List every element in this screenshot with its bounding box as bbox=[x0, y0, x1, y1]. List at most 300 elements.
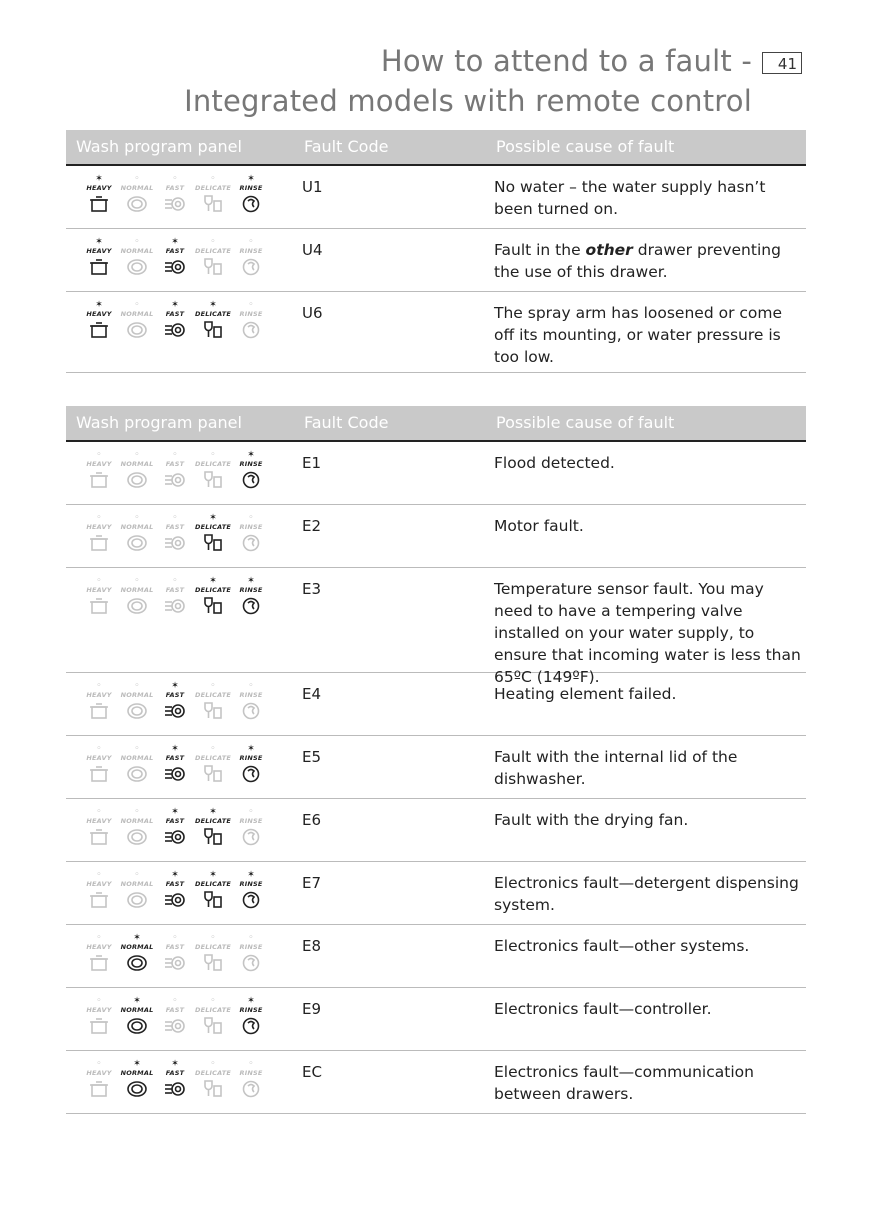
fault-cause bbox=[494, 578, 804, 688]
led-off-icon: ◦ bbox=[96, 933, 102, 943]
fault-cause-emphasis: other bbox=[585, 241, 633, 259]
led-off-icon: ◦ bbox=[248, 681, 254, 691]
program-indicator bbox=[80, 933, 118, 973]
fault-cause-text-end: drawer preventing the use of this drawer. bbox=[494, 241, 781, 281]
led-off-icon: ◦ bbox=[210, 237, 216, 247]
rinse-icon bbox=[240, 701, 262, 721]
led-off-icon: ◦ bbox=[96, 1059, 102, 1069]
table-row bbox=[66, 988, 806, 1051]
program-label: HEAVY bbox=[86, 586, 112, 594]
fault-code: U1 bbox=[302, 178, 323, 196]
program-indicator bbox=[232, 996, 270, 1036]
led-lit-icon: ✶ bbox=[133, 933, 141, 943]
program-indicator bbox=[194, 870, 232, 910]
pot-icon bbox=[88, 257, 110, 277]
program-label: FAST bbox=[165, 1069, 185, 1077]
rinse-icon bbox=[240, 1079, 262, 1099]
col-header-code: Fault Code bbox=[304, 413, 389, 432]
table-row bbox=[66, 568, 806, 686]
led-off-icon: ◦ bbox=[172, 450, 178, 460]
led-off-icon: ◦ bbox=[248, 237, 254, 247]
led-lit-icon: ✶ bbox=[133, 996, 141, 1006]
program-label: NORMAL bbox=[120, 1006, 154, 1014]
led-off-icon: ◦ bbox=[134, 807, 140, 817]
rinse-icon bbox=[240, 890, 262, 910]
rinse-icon bbox=[240, 953, 262, 973]
plates-icon bbox=[126, 701, 148, 721]
program-indicator bbox=[232, 300, 270, 340]
led-off-icon: ◦ bbox=[248, 513, 254, 523]
led-off-icon: ◦ bbox=[134, 300, 140, 310]
led-off-icon: ◦ bbox=[96, 681, 102, 691]
page-title-line1: How to attend to a fault - bbox=[380, 44, 752, 78]
led-off-icon: ◦ bbox=[134, 744, 140, 754]
program-indicator bbox=[156, 933, 194, 973]
program-indicator bbox=[232, 870, 270, 910]
program-label: RINSE bbox=[239, 1006, 263, 1014]
led-off-icon: ◦ bbox=[172, 933, 178, 943]
plates-icon bbox=[126, 890, 148, 910]
glass-icon bbox=[202, 1079, 224, 1099]
program-label: HEAVY bbox=[86, 880, 112, 888]
program-label: NORMAL bbox=[120, 754, 154, 762]
program-label: HEAVY bbox=[86, 817, 112, 825]
program-label: RINSE bbox=[239, 586, 263, 594]
rinse-icon bbox=[240, 1016, 262, 1036]
fault-cause bbox=[494, 302, 804, 368]
col-header-code: Fault Code bbox=[304, 137, 389, 156]
plates-icon bbox=[126, 1079, 148, 1099]
glass-icon bbox=[202, 320, 224, 340]
program-label: DELICATE bbox=[194, 184, 232, 192]
program-label: FAST bbox=[165, 460, 185, 468]
glass-icon bbox=[202, 890, 224, 910]
table-row bbox=[66, 442, 806, 505]
program-label: HEAVY bbox=[86, 943, 112, 951]
table-row bbox=[66, 505, 806, 568]
led-off-icon: ◦ bbox=[172, 174, 178, 184]
program-indicator bbox=[194, 174, 232, 214]
program-label: DELICATE bbox=[194, 1006, 232, 1014]
led-off-icon: ◦ bbox=[248, 807, 254, 817]
led-lit-icon: ✶ bbox=[171, 681, 179, 691]
program-label: NORMAL bbox=[120, 247, 154, 255]
program-indicator bbox=[80, 996, 118, 1036]
wash-program-panel bbox=[80, 807, 270, 857]
program-label: NORMAL bbox=[120, 1069, 154, 1077]
program-indicator bbox=[156, 870, 194, 910]
program-label: RINSE bbox=[239, 691, 263, 699]
program-label: DELICATE bbox=[194, 310, 232, 318]
program-label: NORMAL bbox=[120, 523, 154, 531]
led-off-icon: ◦ bbox=[96, 744, 102, 754]
program-indicator bbox=[232, 744, 270, 784]
program-indicator bbox=[156, 996, 194, 1036]
program-indicator bbox=[118, 513, 156, 553]
program-indicator bbox=[194, 576, 232, 616]
fault-cause-text: Temperature sensor fault. You may need to have a tempering valve installed on your water supply, to ensure that incoming water is less than 65ºC (149ºF). bbox=[494, 580, 801, 686]
led-lit-icon: ✶ bbox=[247, 996, 255, 1006]
fault-cause bbox=[494, 239, 804, 283]
page-title-line2: Integrated models with remote control bbox=[184, 84, 752, 118]
rinse-icon bbox=[240, 320, 262, 340]
program-label: RINSE bbox=[239, 880, 263, 888]
program-indicator bbox=[118, 933, 156, 973]
glass-icon bbox=[202, 257, 224, 277]
fault-cause-text: Electronics fault—controller. bbox=[494, 1000, 712, 1018]
fast-wash-icon bbox=[164, 470, 186, 490]
fault-code: E2 bbox=[302, 517, 322, 535]
plates-icon bbox=[126, 533, 148, 553]
program-label: HEAVY bbox=[86, 691, 112, 699]
led-lit-icon: ✶ bbox=[171, 1059, 179, 1069]
glass-icon bbox=[202, 827, 224, 847]
fast-wash-icon bbox=[164, 596, 186, 616]
program-label: HEAVY bbox=[86, 184, 112, 192]
program-label: NORMAL bbox=[120, 817, 154, 825]
program-label: FAST bbox=[165, 880, 185, 888]
fast-wash-icon bbox=[164, 320, 186, 340]
program-label: DELICATE bbox=[194, 247, 232, 255]
program-indicator bbox=[194, 744, 232, 784]
wash-program-panel bbox=[80, 996, 270, 1046]
fault-code: E5 bbox=[302, 748, 322, 766]
led-off-icon: ◦ bbox=[96, 996, 102, 1006]
program-indicator bbox=[232, 513, 270, 553]
program-label: DELICATE bbox=[194, 880, 232, 888]
led-off-icon: ◦ bbox=[248, 300, 254, 310]
fault-cause bbox=[494, 683, 804, 705]
led-off-icon: ◦ bbox=[210, 174, 216, 184]
program-indicator bbox=[80, 513, 118, 553]
program-indicator bbox=[118, 681, 156, 721]
fault-cause bbox=[494, 1061, 804, 1105]
program-indicator bbox=[156, 513, 194, 553]
rinse-icon bbox=[240, 827, 262, 847]
program-label: NORMAL bbox=[120, 586, 154, 594]
led-lit-icon: ✶ bbox=[209, 807, 217, 817]
program-indicator bbox=[156, 450, 194, 490]
led-lit-icon: ✶ bbox=[247, 174, 255, 184]
fault-cause bbox=[494, 998, 804, 1020]
fault-code: U6 bbox=[302, 304, 323, 322]
program-label: DELICATE bbox=[194, 754, 232, 762]
program-label: FAST bbox=[165, 523, 185, 531]
program-indicator bbox=[118, 174, 156, 214]
fast-wash-icon bbox=[164, 533, 186, 553]
program-indicator bbox=[118, 870, 156, 910]
program-indicator bbox=[118, 807, 156, 847]
pot-icon bbox=[88, 596, 110, 616]
led-lit-icon: ✶ bbox=[247, 870, 255, 880]
table-row bbox=[66, 925, 806, 988]
fault-cause bbox=[494, 809, 804, 831]
led-off-icon: ◦ bbox=[172, 513, 178, 523]
program-indicator bbox=[232, 1059, 270, 1099]
program-indicator bbox=[156, 237, 194, 277]
program-label: HEAVY bbox=[86, 460, 112, 468]
program-label: HEAVY bbox=[86, 1069, 112, 1077]
fault-code: E1 bbox=[302, 454, 322, 472]
pot-icon bbox=[88, 320, 110, 340]
col-header-cause: Possible cause of fault bbox=[496, 137, 675, 156]
glass-icon bbox=[202, 1016, 224, 1036]
fault-cause bbox=[494, 935, 804, 957]
fault-table-u-codes bbox=[66, 130, 806, 373]
wash-program-panel bbox=[80, 450, 270, 500]
led-off-icon: ◦ bbox=[96, 807, 102, 817]
wash-program-panel bbox=[80, 174, 270, 224]
table-row bbox=[66, 862, 806, 925]
pot-icon bbox=[88, 1016, 110, 1036]
led-off-icon: ◦ bbox=[172, 996, 178, 1006]
led-off-icon: ◦ bbox=[134, 870, 140, 880]
led-lit-icon: ✶ bbox=[247, 450, 255, 460]
program-label: RINSE bbox=[239, 310, 263, 318]
glass-icon bbox=[202, 596, 224, 616]
program-indicator bbox=[232, 174, 270, 214]
fault-code: U4 bbox=[302, 241, 323, 259]
led-off-icon: ◦ bbox=[172, 576, 178, 586]
program-label: FAST bbox=[165, 184, 185, 192]
fault-cause-text: Motor fault. bbox=[494, 517, 584, 535]
program-indicator bbox=[80, 681, 118, 721]
program-indicator bbox=[194, 513, 232, 553]
fault-cause-text: Electronics fault—communication between drawers. bbox=[494, 1063, 754, 1103]
fault-cause-text: Electronics fault—other systems. bbox=[494, 937, 750, 955]
program-label: DELICATE bbox=[194, 691, 232, 699]
fault-code: E9 bbox=[302, 1000, 322, 1018]
led-off-icon: ◦ bbox=[210, 681, 216, 691]
program-label: FAST bbox=[165, 310, 185, 318]
fast-wash-icon bbox=[164, 764, 186, 784]
led-off-icon: ◦ bbox=[210, 744, 216, 754]
fast-wash-icon bbox=[164, 890, 186, 910]
program-indicator bbox=[118, 576, 156, 616]
fast-wash-icon bbox=[164, 1079, 186, 1099]
program-indicator bbox=[80, 1059, 118, 1099]
program-indicator bbox=[80, 174, 118, 214]
led-lit-icon: ✶ bbox=[133, 1059, 141, 1069]
fast-wash-icon bbox=[164, 701, 186, 721]
fault-cause-text: No water – the water supply hasn’t been turned on. bbox=[494, 178, 766, 218]
table-row bbox=[66, 736, 806, 799]
fault-cause-text: Fault in the bbox=[494, 241, 586, 259]
led-lit-icon: ✶ bbox=[171, 744, 179, 754]
fault-code: E3 bbox=[302, 580, 322, 598]
program-label: NORMAL bbox=[120, 310, 154, 318]
table-row bbox=[66, 1051, 806, 1114]
program-indicator bbox=[156, 576, 194, 616]
program-label: RINSE bbox=[239, 523, 263, 531]
col-header-cause: Possible cause of fault bbox=[496, 413, 675, 432]
led-lit-icon: ✶ bbox=[209, 870, 217, 880]
pot-icon bbox=[88, 1079, 110, 1099]
table-header bbox=[66, 406, 806, 442]
led-off-icon: ◦ bbox=[96, 450, 102, 460]
fault-code: E4 bbox=[302, 685, 322, 703]
program-indicator bbox=[232, 450, 270, 490]
program-indicator bbox=[194, 1059, 232, 1099]
led-off-icon: ◦ bbox=[134, 237, 140, 247]
led-lit-icon: ✶ bbox=[171, 807, 179, 817]
program-label: NORMAL bbox=[120, 184, 154, 192]
program-indicator bbox=[80, 237, 118, 277]
fault-table-e-codes bbox=[66, 406, 806, 1114]
program-label: DELICATE bbox=[194, 586, 232, 594]
program-label: FAST bbox=[165, 586, 185, 594]
glass-icon bbox=[202, 470, 224, 490]
fault-code: E6 bbox=[302, 811, 322, 829]
glass-icon bbox=[202, 764, 224, 784]
fault-cause bbox=[494, 872, 804, 916]
plates-icon bbox=[126, 827, 148, 847]
wash-program-panel bbox=[80, 681, 270, 731]
program-indicator bbox=[118, 996, 156, 1036]
program-indicator bbox=[80, 744, 118, 784]
glass-icon bbox=[202, 533, 224, 553]
fault-cause-text: Fault with the drying fan. bbox=[494, 811, 689, 829]
led-lit-icon: ✶ bbox=[209, 300, 217, 310]
led-lit-icon: ✶ bbox=[95, 174, 103, 184]
program-indicator bbox=[118, 1059, 156, 1099]
fast-wash-icon bbox=[164, 1016, 186, 1036]
program-indicator bbox=[232, 933, 270, 973]
program-label: RINSE bbox=[239, 184, 263, 192]
plates-icon bbox=[126, 320, 148, 340]
glass-icon bbox=[202, 194, 224, 214]
rinse-icon bbox=[240, 470, 262, 490]
fault-code: E7 bbox=[302, 874, 322, 892]
led-lit-icon: ✶ bbox=[247, 744, 255, 754]
led-off-icon: ◦ bbox=[134, 576, 140, 586]
program-label: HEAVY bbox=[86, 523, 112, 531]
program-label: RINSE bbox=[239, 943, 263, 951]
program-indicator bbox=[156, 744, 194, 784]
wash-program-panel bbox=[80, 870, 270, 920]
program-label: NORMAL bbox=[120, 691, 154, 699]
fast-wash-icon bbox=[164, 257, 186, 277]
program-label: HEAVY bbox=[86, 247, 112, 255]
rinse-icon bbox=[240, 596, 262, 616]
program-indicator bbox=[156, 1059, 194, 1099]
pot-icon bbox=[88, 827, 110, 847]
fault-cause bbox=[494, 176, 804, 220]
table-row bbox=[66, 166, 806, 229]
table-row bbox=[66, 799, 806, 862]
program-label: FAST bbox=[165, 943, 185, 951]
fast-wash-icon bbox=[164, 827, 186, 847]
program-label: RINSE bbox=[239, 1069, 263, 1077]
program-label: NORMAL bbox=[120, 943, 154, 951]
led-lit-icon: ✶ bbox=[95, 237, 103, 247]
program-indicator bbox=[156, 300, 194, 340]
program-label: RINSE bbox=[239, 754, 263, 762]
plates-icon bbox=[126, 194, 148, 214]
program-label: DELICATE bbox=[194, 817, 232, 825]
page-number: 41 bbox=[762, 52, 802, 74]
program-indicator bbox=[232, 576, 270, 616]
program-label: FAST bbox=[165, 247, 185, 255]
led-off-icon: ◦ bbox=[96, 513, 102, 523]
led-off-icon: ◦ bbox=[210, 996, 216, 1006]
fault-cause bbox=[494, 452, 804, 474]
program-indicator bbox=[232, 807, 270, 847]
program-indicator bbox=[194, 300, 232, 340]
program-indicator bbox=[80, 576, 118, 616]
wash-program-panel bbox=[80, 300, 270, 350]
led-off-icon: ◦ bbox=[248, 1059, 254, 1069]
led-off-icon: ◦ bbox=[134, 513, 140, 523]
program-label: DELICATE bbox=[194, 523, 232, 531]
rinse-icon bbox=[240, 533, 262, 553]
led-lit-icon: ✶ bbox=[247, 576, 255, 586]
fault-cause bbox=[494, 746, 804, 790]
led-off-icon: ◦ bbox=[248, 933, 254, 943]
program-indicator bbox=[194, 933, 232, 973]
led-off-icon: ◦ bbox=[134, 681, 140, 691]
led-lit-icon: ✶ bbox=[171, 237, 179, 247]
program-label: DELICATE bbox=[194, 943, 232, 951]
program-indicator bbox=[232, 237, 270, 277]
program-indicator bbox=[194, 450, 232, 490]
plates-icon bbox=[126, 953, 148, 973]
program-indicator bbox=[80, 807, 118, 847]
led-lit-icon: ✶ bbox=[171, 870, 179, 880]
table-row bbox=[66, 229, 806, 292]
fault-cause-text: Flood detected. bbox=[494, 454, 615, 472]
program-label: FAST bbox=[165, 754, 185, 762]
wash-program-panel bbox=[80, 237, 270, 287]
fault-cause-text: Fault with the internal lid of the dishwasher. bbox=[494, 748, 738, 788]
table-header bbox=[66, 130, 806, 166]
wash-program-panel bbox=[80, 933, 270, 983]
pot-icon bbox=[88, 953, 110, 973]
plates-icon bbox=[126, 596, 148, 616]
plates-icon bbox=[126, 1016, 148, 1036]
glass-icon bbox=[202, 953, 224, 973]
program-label: NORMAL bbox=[120, 460, 154, 468]
plates-icon bbox=[126, 470, 148, 490]
wash-program-panel bbox=[80, 576, 270, 626]
program-indicator bbox=[232, 681, 270, 721]
fault-cause-text: Heating element failed. bbox=[494, 685, 677, 703]
col-header-panel: Wash program panel bbox=[76, 137, 242, 156]
program-indicator bbox=[80, 450, 118, 490]
program-label: RINSE bbox=[239, 247, 263, 255]
pot-icon bbox=[88, 764, 110, 784]
program-indicator bbox=[118, 744, 156, 784]
program-indicator bbox=[80, 300, 118, 340]
led-off-icon: ◦ bbox=[96, 576, 102, 586]
led-off-icon: ◦ bbox=[210, 1059, 216, 1069]
led-off-icon: ◦ bbox=[134, 174, 140, 184]
led-off-icon: ◦ bbox=[96, 870, 102, 880]
wash-program-panel bbox=[80, 744, 270, 794]
fault-cause-text: The spray arm has loosened or come off its mounting, or water pressure is too low. bbox=[494, 304, 783, 366]
led-off-icon: ◦ bbox=[134, 450, 140, 460]
plates-icon bbox=[126, 257, 148, 277]
plates-icon bbox=[126, 764, 148, 784]
program-label: HEAVY bbox=[86, 1006, 112, 1014]
fault-cause bbox=[494, 515, 804, 537]
pot-icon bbox=[88, 533, 110, 553]
wash-program-panel bbox=[80, 513, 270, 563]
program-indicator bbox=[118, 450, 156, 490]
led-off-icon: ◦ bbox=[210, 450, 216, 460]
led-off-icon: ◦ bbox=[210, 933, 216, 943]
program-indicator bbox=[194, 681, 232, 721]
